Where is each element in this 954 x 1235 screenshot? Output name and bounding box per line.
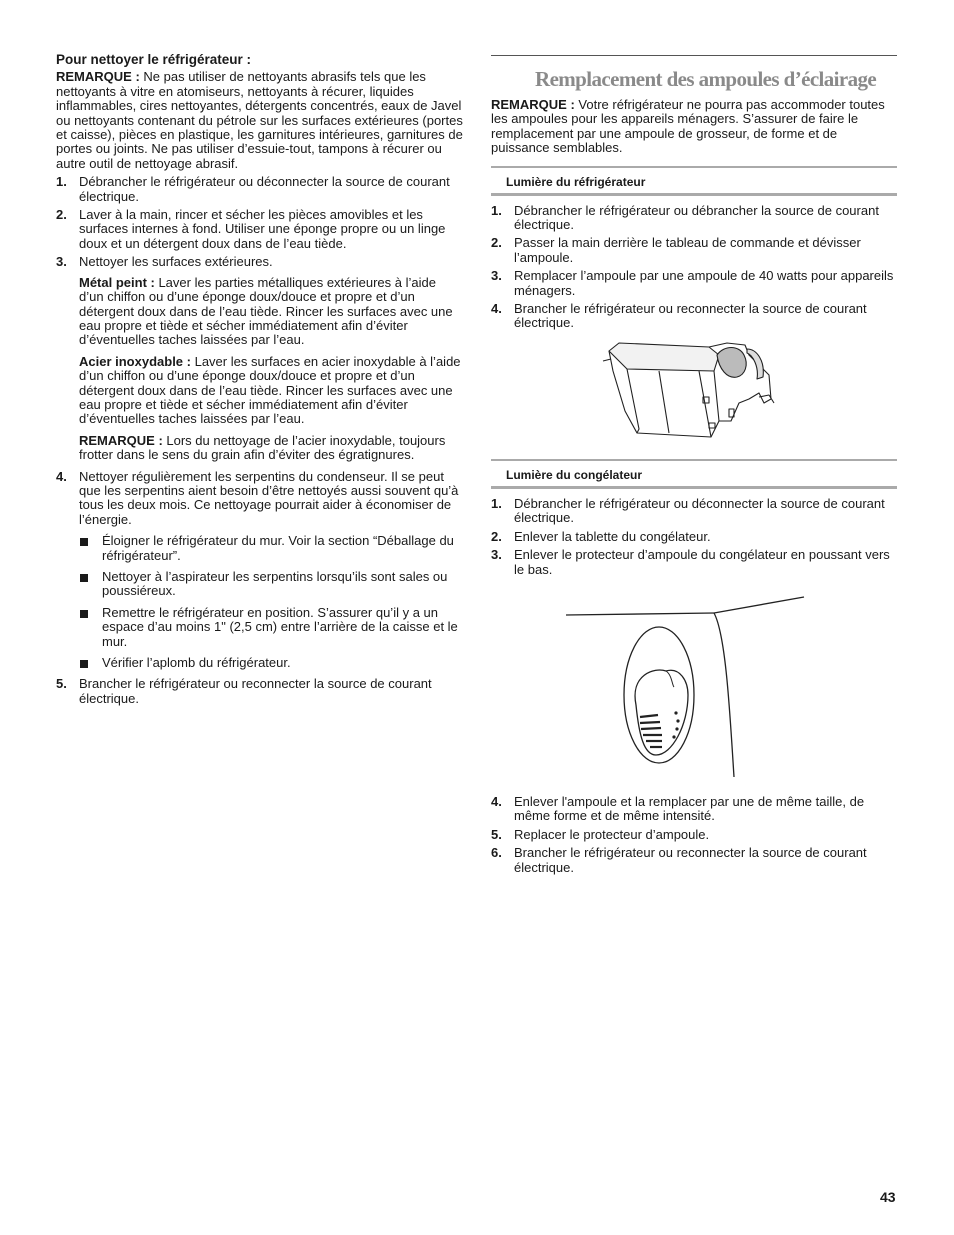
step-text: Replacer le protecteur d’ampoule. [514,826,710,842]
bulb-section [491,53,897,875]
step-number: 2. [491,528,502,544]
step-number: 6. [491,845,502,861]
bullet-text: Nettoyer à l’aspirateur les serpentins lorsqu’ils sont sales ou poussiéreux. [102,569,448,599]
condenser-bullets [79,534,464,670]
step-3 [56,255,464,462]
stainless-label: Acier inoxydable : [79,353,191,369]
step-text: Nettoyer régulièrement les serpentins du condenseur. Il se peut que les serpentins aient besoin d’être nettoyés aussi souvent qu’à tous les deux mois. Ce nettoyage pourrait aider à économiser de l’énergie. [79,468,459,527]
stainless-note-label: REMARQUE : [79,432,163,448]
freezer-light-illustration [564,595,824,785]
step-2 [491,236,897,265]
cleaning-steps [56,175,464,706]
step-text: Nettoyer les surfaces extérieures. [79,254,273,270]
step-number: 4. [491,793,502,809]
step-number: 1. [56,174,67,190]
step-text: Brancher le réfrigérateur ou reconnecter la source de courant électrique. [514,845,867,875]
step-text: Débrancher le réfrigérateur ou déconnecter la source de courant électrique. [79,174,450,204]
step-number: 4. [491,301,502,317]
painted-metal-label: Métal peint : [79,274,155,290]
step-5 [56,677,464,706]
step-3-details [79,276,464,463]
fridge-light-steps [491,204,897,331]
step-3 [491,269,897,298]
step-text: Passer la main derrière le tableau de commande et dévisser l’ampoule. [514,235,861,265]
step-2 [56,208,464,251]
step-1 [56,175,464,204]
freezer-light-heading: Lumière du congélateur [491,459,897,489]
step-number: 5. [491,826,502,842]
step-1 [491,204,897,233]
bullet-square-icon [80,610,88,618]
note-label: REMARQUE : [56,69,140,85]
bullet-square-icon [80,574,88,582]
step-number: 2. [491,235,502,251]
stainless-note-paragraph [79,434,464,463]
step-number: 3. [56,254,67,270]
step-1 [491,497,897,526]
step-text: Brancher le réfrigérateur ou reconnecter la source de courant électrique. [79,676,432,706]
step-2 [491,530,897,544]
bullet-item [79,606,464,649]
fridge-light-illustration [599,341,789,441]
step-text: Débrancher le réfrigérateur ou débrancher la source de courant électrique. [514,202,879,233]
step-3 [491,548,897,577]
freezer-light-steps-continued [491,795,897,875]
bullet-item [79,656,464,670]
step-number: 1. [491,495,502,511]
stainless-text: Laver les surfaces en acier inoxydable à l’aide d’un chiffon ou d’une éponge doux/douce et propre et d’un détergent doux dans de l’eau tiède. Rincer les surfaces avec une eau propre et tiède et sécher immédiatement afin d’éviter d’éventuelles taches laissées par l’eau. [79,353,461,427]
section-heading: Pour nettoyer le réfrigérateur : [56,52,252,67]
step-text: Brancher le réfrigérateur ou reconnecter la source de courant électrique. [514,301,867,331]
bullet-item [79,534,464,563]
top-divider [491,55,897,56]
section-title: Remplacement des ampoules d’éclairage [535,67,877,91]
bullet-item [79,570,464,599]
step-4 [56,470,464,671]
stainless-paragraph [79,355,464,427]
step-number: 3. [491,547,502,563]
page-number: 43 [880,1189,896,1205]
fridge-light-heading: Lumière du réfrigérateur [491,166,897,196]
step-6 [491,846,897,875]
note-text: Votre réfrigérateur ne pourra pas accommoder toutes les ampoules pour les appareils ménagers. S’assurer de faire le remplacement par une ampoule de grosseur, de forme et de puissance semblables. [491,97,885,156]
step-text: Remplacer l’ampoule par une ampoule de 40 watts pour appareils ménagers. [514,268,894,298]
note-text: Ne pas utiliser de nettoyants abrasifs tels que les nettoyants à vitre en atomiseurs, nettoyants à récurer, liquides inflammables, cires nettoyantes, détergents concentrés, eaux de Javel ou nettoyants contenant du pétrole sur les surfaces extérieures (portes et caisse), pièces en plastique, les garnitures intérieures, garnitures de portes ou joints. Ne pas utiliser d’essuie-tout, tampons à récurer ou autre outil de nettoyage abrasif. [56,69,463,171]
step-number: 1. [491,202,502,218]
step-text: Laver à la main, rincer et sécher les pièces amovibles et les surfaces internes à fond. Utiliser une éponge propre ou un linge doux et un détergent doux dans de l’eau tiède. [79,207,446,251]
step-text: Enlever le protecteur d’ampoule du congélateur en poussant vers le bas. [514,547,890,577]
step-5 [491,828,897,842]
bullet-text: Éloigner le réfrigérateur du mur. Voir la section “Déballage du réfrigérateur”. [102,533,454,563]
cleaning-section [56,53,464,706]
step-number: 2. [56,207,67,223]
step-number: 5. [56,676,67,692]
step-number: 3. [491,268,502,284]
step-text: Enlever la tablette du congélateur. [514,528,711,544]
painted-metal-text: Laver les parties métalliques extérieures à l’aide d’un chiffon ou d’une éponge doux/douce et propre et d’un détergent doux dans de l’eau tiède. Rincer les surfaces avec une eau propre et tiède et sécher immédiatement afin d’éviter d’éventuelles taches laissées par l’eau. [79,274,453,348]
note-label: REMARQUE : [491,97,575,112]
bullet-square-icon [80,538,88,546]
bullet-text: Vérifier l’aplomb du réfrigérateur. [102,655,291,671]
step-4 [491,795,897,824]
step-number: 4. [56,468,67,484]
step-text: Enlever l'ampoule et la remplacer par une de même taille, de même forme et de même intensité. [514,793,865,824]
bullet-text: Remettre le réfrigérateur en position. S’assurer qu’il y a un espace d’au moins 1" (2,5 cm) entre l’arrière de la caisse et le mur. [102,604,458,649]
note-paragraph [56,70,464,171]
freezer-light-steps [491,497,897,577]
step-4 [491,302,897,331]
painted-metal-paragraph [79,276,464,348]
bullet-square-icon [80,660,88,668]
stainless-note-text: Lors du nettoyage de l’acier inoxydable, toujours frotter dans le sens du grain afin d’éviter des égratignures. [79,432,446,463]
note-paragraph [491,98,897,156]
step-text: Débrancher le réfrigérateur ou déconnecter la source de courant électrique. [514,495,885,526]
